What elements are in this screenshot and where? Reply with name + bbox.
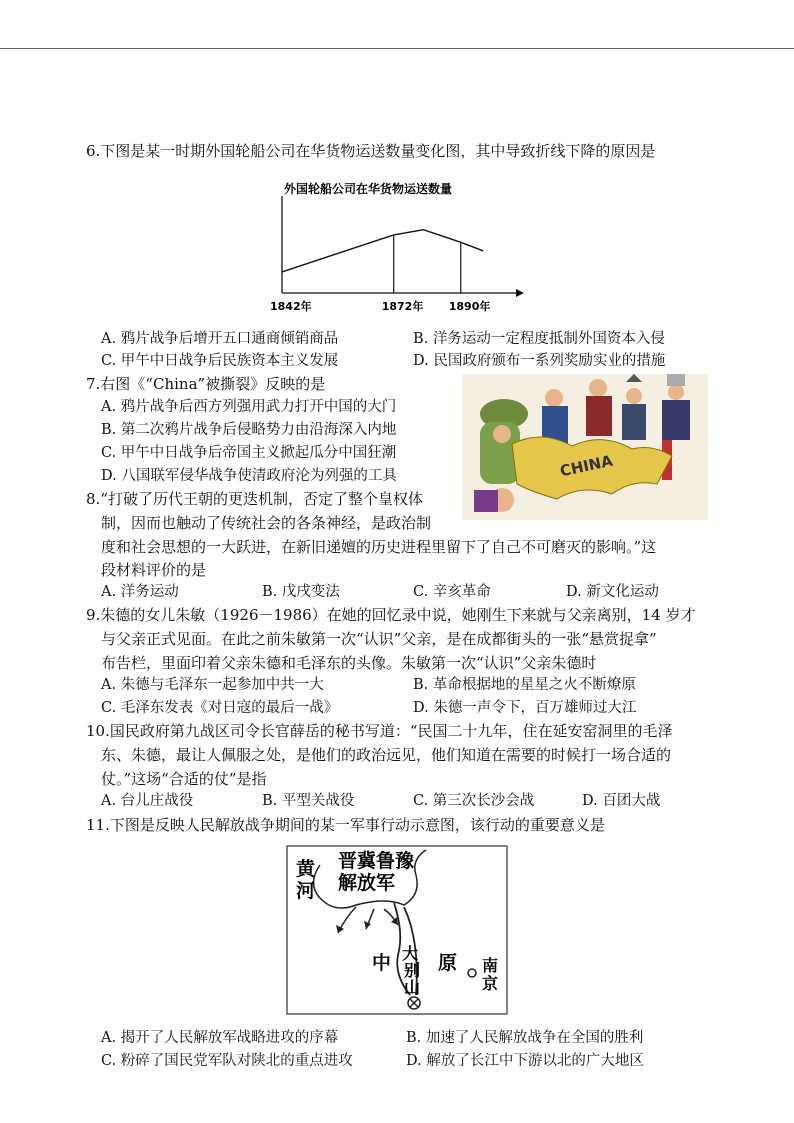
q9-option-c[interactable]: C. 毛泽东发表《对日寇的最后一战》	[101, 700, 339, 716]
china-torn-cartoon	[462, 374, 708, 520]
chart-title: 外国轮船公司在华货物运送数量	[284, 182, 453, 196]
q9-line-2: 与父亲正式见面。在此之前朱敏第一次“认识”父亲，是在成都街头的一张“悬赏捉拿”	[101, 630, 657, 648]
q6-line-chart	[268, 176, 528, 321]
q6-option-a[interactable]: A. 鸦片战争后增开五口通商倾销商品	[101, 331, 339, 347]
map-river-char-1: 黄	[296, 858, 316, 880]
q10-option-a[interactable]: A. 台儿庄战役	[101, 793, 194, 809]
chart-tick-label-1872: 1872年	[381, 300, 424, 313]
figure-far-right-coat	[662, 400, 690, 440]
chart-x-axis-arrow	[516, 289, 524, 297]
figure-center-head	[545, 389, 563, 407]
q11-option-c[interactable]: C. 粉碎了国民党军队对陕北的重点进攻	[101, 1053, 353, 1069]
chart-ticks	[270, 299, 490, 313]
map-central-char-1: 中	[372, 952, 392, 974]
chart-tick-label-1842: 1842年	[270, 300, 312, 313]
map-river-char-2: 河	[296, 880, 316, 902]
map-army-line-1: 晋冀鲁豫	[338, 850, 415, 872]
q7-option-c[interactable]: C. 甲午中日战争后帝国主义掀起瓜分中国狂潮	[101, 445, 397, 461]
cartoon-china-label: CHINA	[558, 451, 615, 481]
map-mountain-char-2: 别	[404, 961, 421, 980]
map-army-line-2: 解放军	[338, 872, 396, 894]
q10-option-c[interactable]: C. 第三次长沙会战	[413, 793, 535, 809]
figure-fallen-body	[474, 490, 498, 512]
map-central-char-2: 原	[438, 952, 458, 974]
q10-line-3: 仗。”这场“合适的仗”是指	[101, 770, 267, 788]
figure-right-head	[626, 388, 642, 404]
q11-option-d[interactable]: D. 解放了长江中下游以北的广大地区	[406, 1053, 644, 1069]
chart-tick-label-1890: 1890年	[448, 300, 491, 313]
q8-line-3: 度和社会思想的一大跃进，在新旧递嬗的历史进程里留下了自己不可磨灭的影响。”这	[101, 538, 657, 556]
q9-option-a[interactable]: A. 朱德与毛泽东一起参加中共一大	[101, 677, 324, 693]
q8-line-1: 8.“打破了历代王朝的更迭机制，否定了整个皇权体	[86, 490, 423, 508]
q9-line-1: 9.朱德的女儿朱敏（1926－1986）在她的回忆录中说，她刚生下来就与父亲离别，14 岁才	[86, 606, 696, 624]
chart-axes	[282, 196, 524, 297]
q9-option-d[interactable]: D. 朱德一声令下，百万雄师过大江	[413, 700, 637, 716]
q10-line-1: 10.国民政府第九战区司令长官薛岳的秘书写道：“民国二十九年，住在延安窑洞里的毛泽	[86, 722, 673, 740]
q10-line-2: 东、朱德，最让人佩服之处，是他们的政治远见，他们知道在需要的时候打一场合适的	[101, 746, 672, 764]
figure-top-hat-head	[668, 384, 684, 400]
q11-option-a[interactable]: A. 揭开了人民解放军战略进攻的序幕	[101, 1030, 339, 1046]
q8-option-b[interactable]: B. 戊戌变法	[262, 584, 340, 600]
chart-series-line	[282, 230, 483, 272]
q8-line-2: 制，因而也触动了传统社会的各条神经，是政治制	[101, 514, 432, 532]
figure-red-coat	[586, 396, 612, 436]
header-rule	[0, 48, 794, 49]
figure-hat-head	[589, 379, 607, 397]
map-mountain-char-3: 山	[404, 978, 421, 997]
q10-option-d[interactable]: D. 百团大战	[582, 793, 661, 809]
q9-option-b[interactable]: B. 革命根据地的星星之火不断燎原	[413, 677, 636, 693]
q6-option-c[interactable]: C. 甲午中日战争后民族资本主义发展	[101, 353, 339, 369]
q10-option-b[interactable]: B. 平型关战役	[262, 793, 355, 809]
figure-top-hat	[667, 374, 685, 386]
q6-stem: 6.下图是某一时期外国轮船公司在华货物运送数量变化图，其中导致折线下降的原因是	[86, 142, 656, 160]
map-city-char-1: 南	[482, 956, 499, 975]
q11-option-b[interactable]: B. 加速了人民解放战争在全国的胜利	[406, 1030, 644, 1046]
figure-left-face	[493, 425, 511, 443]
q6-option-b[interactable]: B. 洋务运动一定程度抵制外国资本入侵	[413, 331, 665, 347]
q7-option-a[interactable]: A. 鸦片战争后西方列强用武力打开中国的大门	[101, 399, 397, 415]
q11-campaign-map	[286, 845, 508, 1015]
q7-option-d[interactable]: D. 八国联军侵华战争使清政府沦为列强的工具	[101, 468, 397, 484]
q11-stem: 11.下图是反映人民解放战争期间的某一军事行动示意图，该行动的重要意义是	[86, 816, 605, 834]
q7-stem: 7.右图《“China”被撕裂》反映的是	[86, 375, 326, 393]
map-mountain-char-1: 大	[402, 944, 419, 963]
q8-line-4: 段材料评价的是	[101, 561, 207, 579]
q6-option-d[interactable]: D. 民国政府颁布一系列奖励实业的措施	[413, 353, 666, 369]
q8-option-d[interactable]: D. 新文化运动	[566, 584, 659, 600]
chart-marks	[282, 230, 483, 293]
q8-option-c[interactable]: C. 辛亥革命	[413, 584, 491, 600]
map-city-char-2: 京	[482, 974, 499, 993]
figure-right-coat	[622, 404, 646, 440]
q7-option-b[interactable]: B. 第二次鸦片战争后侵略势力由沿海深入内地	[101, 422, 397, 438]
q9-line-3: 布告栏，里面印着父亲朱德和毛泽东的头像。朱敏第一次“认识”父亲朱德时	[101, 654, 597, 672]
q8-option-a[interactable]: A. 洋务运动	[101, 584, 179, 600]
